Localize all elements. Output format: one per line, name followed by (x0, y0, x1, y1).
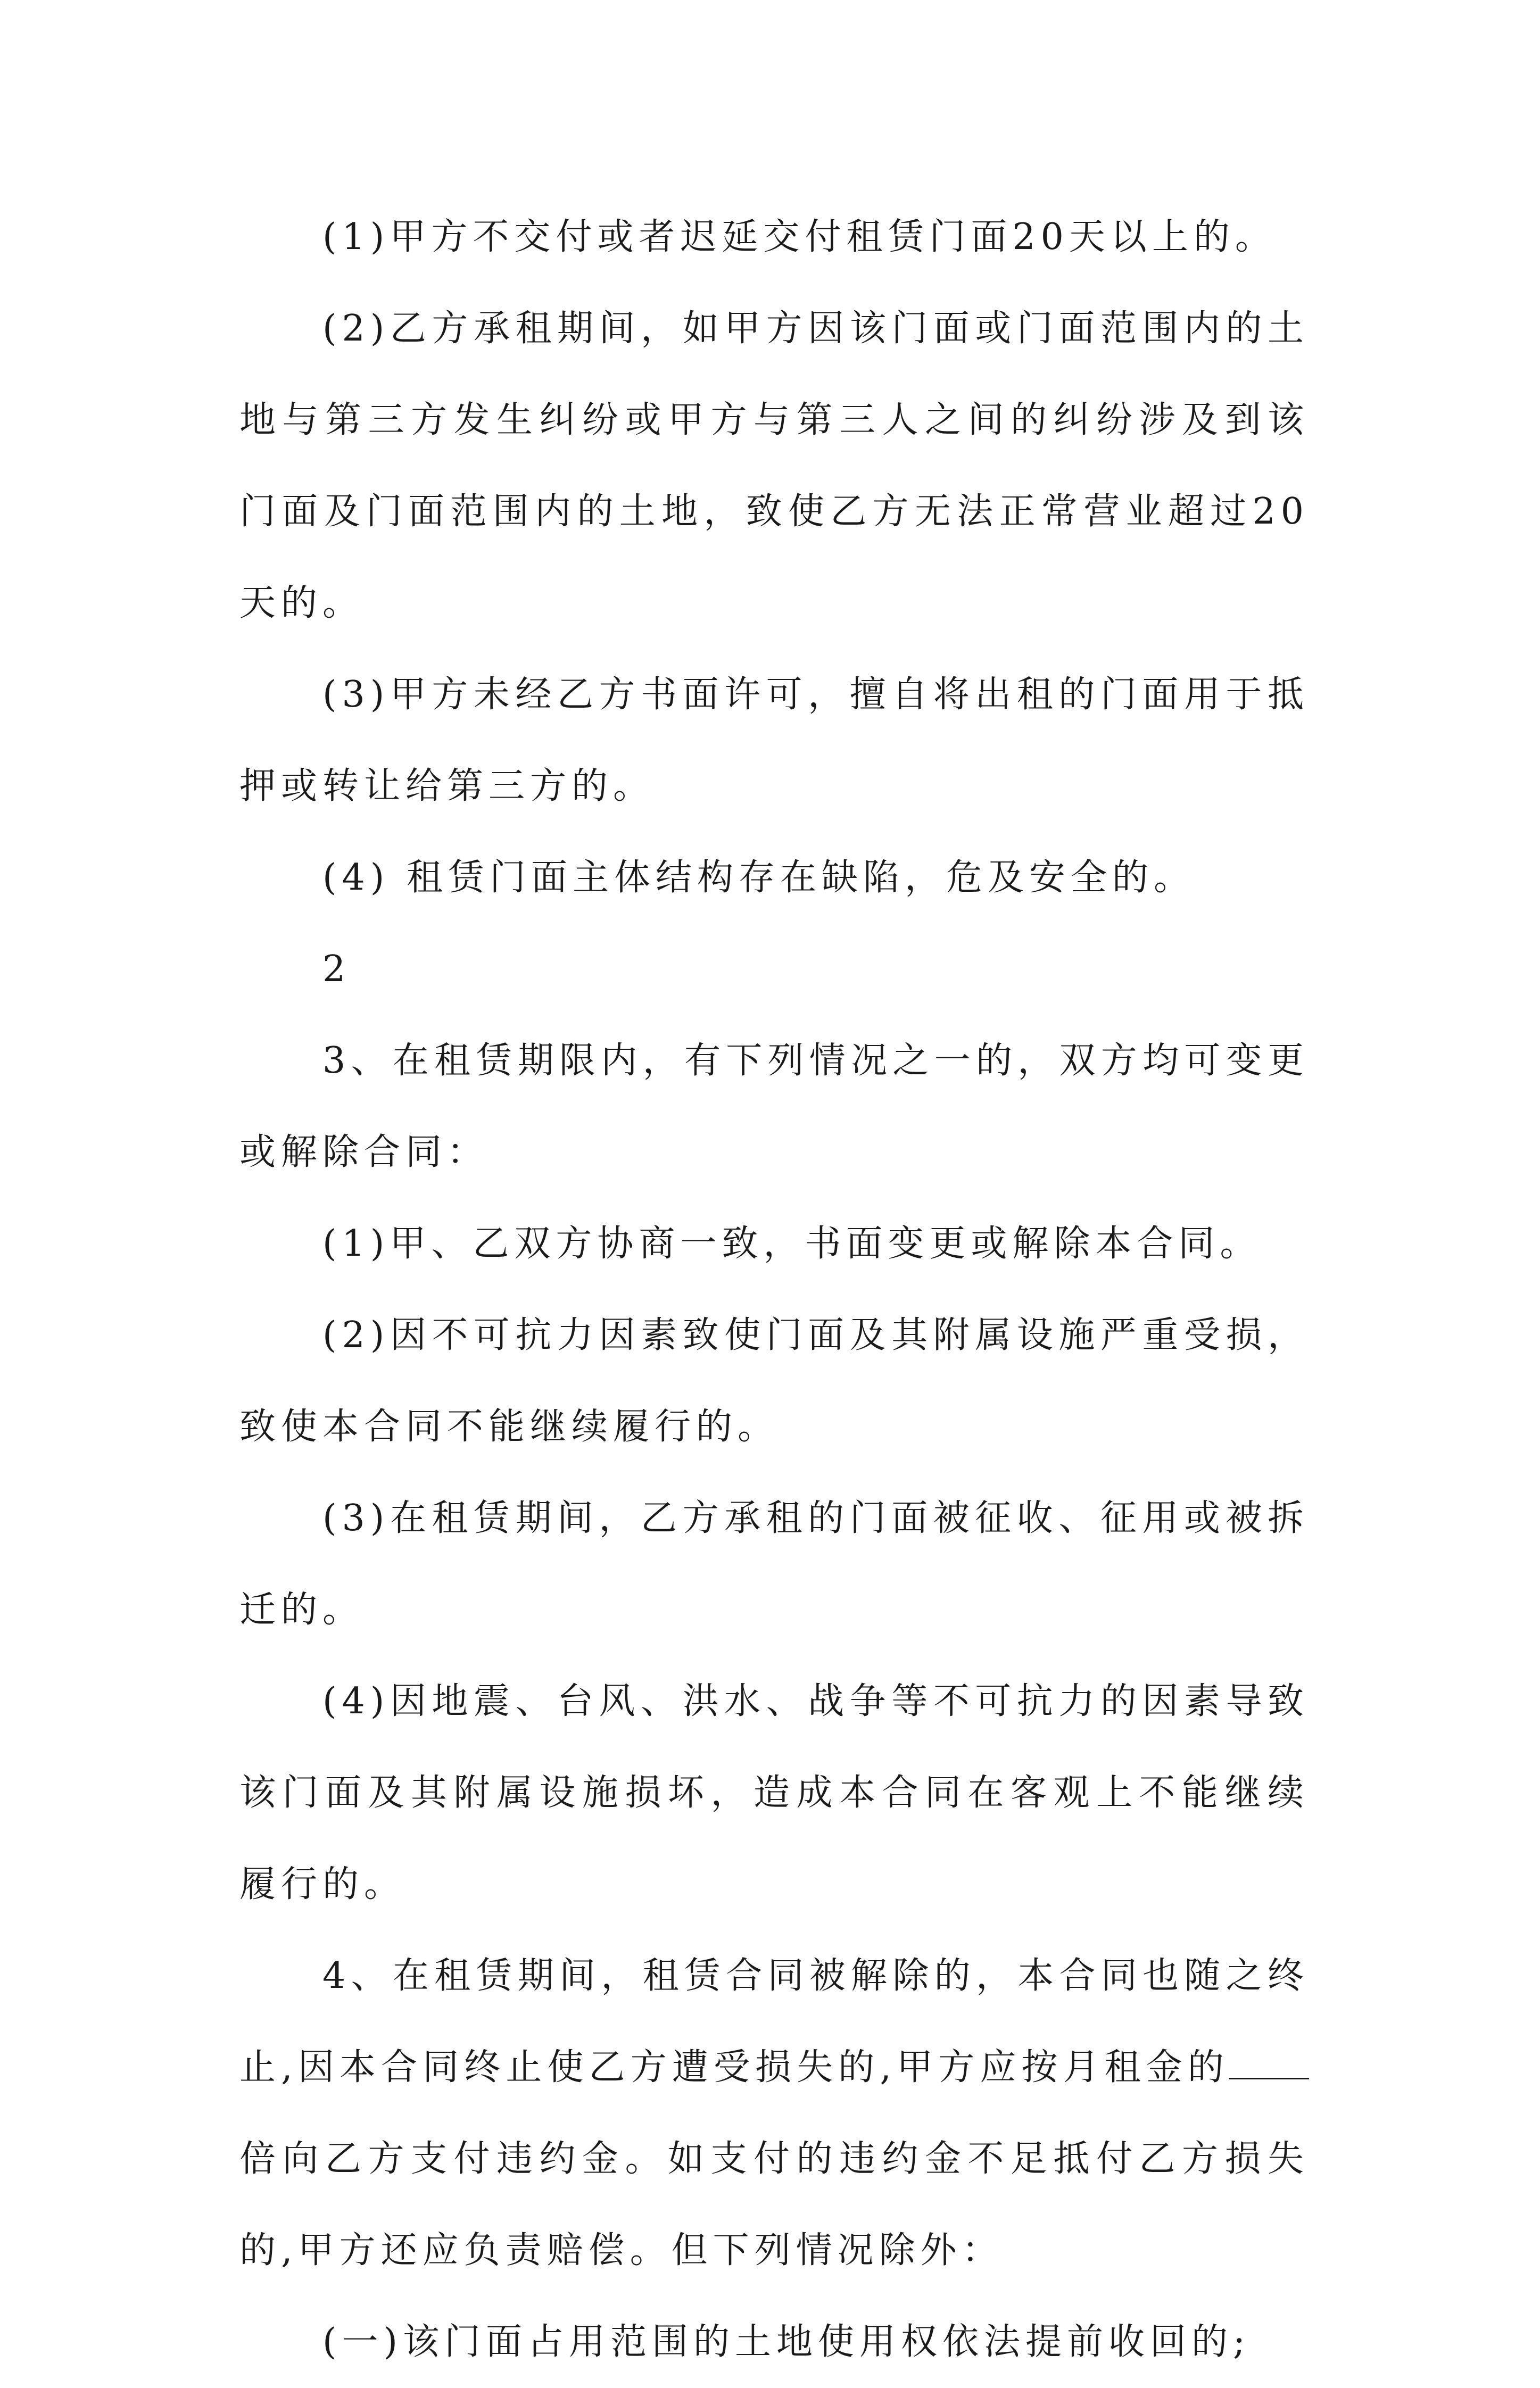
paragraph: (1)甲方不交付或者迟延交付租赁门面20天以上的。 (322, 216, 1277, 258)
paragraph: (一)该门面占用范围的土地使用权依法提前收回的; (322, 2321, 1251, 2363)
paragraph: (3)甲方未经乙方书面许可，擅自将出租的门面用于抵押或转让给第三方的。 (239, 674, 1309, 807)
document-body (239, 192, 1309, 2388)
paragraph: 3、在租赁期限内，有下列情况之一的，双方均可变更或解除合同： (239, 1040, 1309, 1173)
paragraph: (1)甲、乙双方协商一致，书面变更或解除本合同。 (322, 1223, 1262, 1265)
paragraph: (3)在租赁期间，乙方承租的门面被征收、征用或被拆迁的。 (239, 1497, 1309, 1631)
paragraph: (4)因地震、台风、洪水、战争等不可抗力的因素导致该门面及其附属设施损坏，造成本合同在客观上不能继续履行的。 (239, 1680, 1309, 1905)
paragraph-text-part2: 倍向乙方支付违约金。如支付的违约金不足抵付乙方损失的,甲方还应负责赔偿。但下列情况除外： (239, 2138, 1309, 2271)
page-number-text: 2 (322, 948, 351, 990)
paragraph-with-blank (239, 1930, 1309, 2296)
paragraph: (2)因不可抗力因素致使门面及其附属设施严重受损，致使本合同不能继续履行的。 (239, 1314, 1309, 1448)
fill-in-blank (1229, 2046, 1309, 2079)
paragraph: (2)乙方承租期间，如甲方因该门面或门面范围内的土地与第三方发生纠纷或甲方与第三人之间的纠纷涉及到该门面及门面范围内的土地，致使乙方无法正常营业超过20天的。 (239, 308, 1309, 624)
paragraph: (4) 租赁门面主体结构存在缺陷，危及安全的。 (322, 857, 1195, 899)
paragraph-text-part1: 4、在租赁期间，租赁合同被解除的，本合同也随之终止,因本合同终止使乙方遭受损失的,甲方应按月租金的 (239, 1955, 1309, 2088)
